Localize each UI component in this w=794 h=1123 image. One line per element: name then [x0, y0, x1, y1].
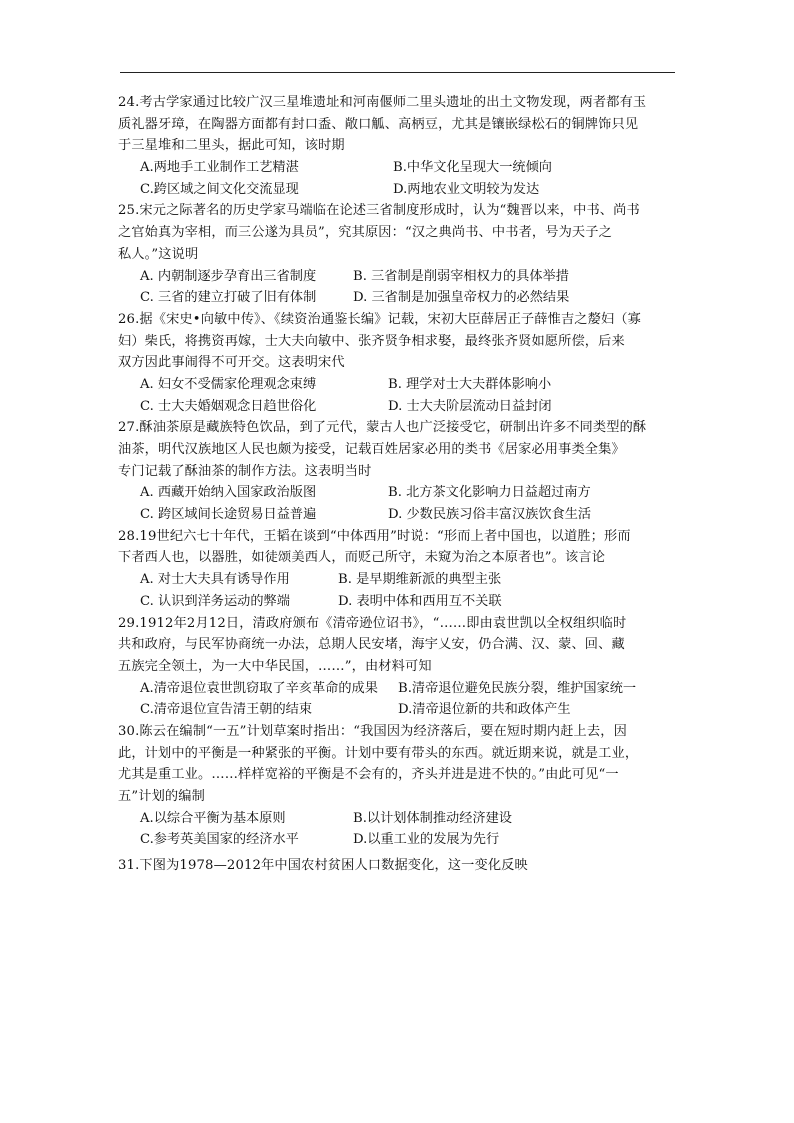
question-text-line: 24.考古学家通过比较广汉三星堆遗址和河南偃师二里头遗址的出土文物发现，两者都有玉: [118, 95, 647, 110]
options-row: [118, 374, 678, 396]
question-text-line: 下者西人也，以器胜，如徒颂美西人，而贬己所守，未窥为治之本原者也”。该言论: [118, 550, 606, 566]
question-text-line: 31.下图为1978—2012年中国农村贫困人口数据变化，这一变化反映: [118, 858, 528, 874]
option-c[interactable]: C.参考英美国家的经济水平: [140, 832, 299, 848]
options-row: [118, 699, 678, 721]
question-text-line: 妇）柴氏，将携资再嫁，士大夫向敏中、张齐贤争相求娶，最终张齐贤如愿所偿，后来: [118, 333, 625, 349]
option-d[interactable]: D.两地农业文明较为发达: [393, 181, 540, 197]
question-29: [118, 613, 678, 721]
question-text-line: 27.酥油茶原是藏族特色饮品，到了元代，蒙古人也广泛接受它，研制出许多不同类型的酥: [118, 420, 647, 436]
question-text-line: 五”计划的编制: [118, 789, 205, 804]
question-25: [118, 200, 678, 308]
options-row: [118, 157, 678, 179]
question-26: [118, 309, 678, 417]
options-row: [118, 482, 678, 504]
option-d[interactable]: D.以重工业的发展为先行: [353, 832, 500, 848]
options-row: [118, 569, 678, 591]
question-text-line: 质礼器牙璋，在陶器方面都有封口盉、敞口觚、高柄豆，尤其是镶嵌绿松石的铜牌饰只见: [118, 116, 639, 132]
header-rule: [120, 72, 675, 73]
option-a[interactable]: A. 对士大夫具有诱导作用: [140, 572, 290, 588]
option-c[interactable]: C.清帝退位宣告清王朝的结束: [140, 702, 313, 718]
option-a[interactable]: A.两地手工业制作工艺精湛: [140, 160, 299, 176]
option-d[interactable]: D.清帝退位新的共和政体产生: [398, 702, 571, 718]
option-c[interactable]: C. 士大夫婚姻观念日趋世俗化: [140, 398, 317, 414]
question-text-line: 29.1912年2月12日，清政府颁布《清帝逊位诏书》，“……即由袁世凯以全权组织临时: [118, 615, 627, 631]
option-b[interactable]: B. 理学对士大夫群体影响小: [388, 376, 552, 392]
option-d[interactable]: D. 少数民族习俗丰富汉族饮食生活: [388, 507, 592, 523]
question-text-line: 私人。”这说明: [118, 246, 199, 262]
option-b[interactable]: B. 三省制是削弱宰相权力的具体举措: [353, 268, 569, 284]
options-row: [118, 829, 678, 851]
question-28: [118, 526, 678, 613]
options-row: [118, 808, 678, 830]
question-text-line: 双方因此事闹得不可开交。这表明宋代: [118, 355, 345, 371]
options-row: [118, 591, 678, 613]
option-b[interactable]: B. 是早期维新派的典型主张: [338, 572, 502, 588]
question-text-line: 26.据《宋史•向敏中传》、《续资治通鉴长编》记载，宋初大臣薛居正子薛惟吉之嫠妇（寡: [118, 311, 641, 327]
option-a[interactable]: A. 妇女不受儒家伦理观念束缚: [140, 376, 317, 392]
question-text-line: 于三星堆和二里头，据此可知，该时期: [118, 138, 345, 154]
option-d[interactable]: D. 三省制是加强皇帝权力的必然结果: [353, 290, 570, 306]
option-b[interactable]: B.中华文化呈现大一统倾向: [393, 160, 552, 176]
option-c[interactable]: C.跨区域之间文化交流显现: [140, 181, 299, 197]
option-a[interactable]: A. 内朝制逐步孕育出三省制度: [140, 268, 317, 284]
options-row: [118, 179, 678, 201]
option-a[interactable]: A. 西藏开始纳入国家政治版图: [140, 485, 317, 501]
options-row: [118, 266, 678, 288]
question-text-line: 30.陈云在编制“一五”计划草案时指出：“我国因为经济落后，要在短时期内赶上去，因: [118, 723, 627, 739]
question-27: [118, 417, 678, 525]
question-text-line: 专门记载了酥油茶的制作方法。这表明当时: [118, 463, 372, 479]
option-c[interactable]: C. 跨区域间长途贸易日益普遍: [140, 507, 317, 523]
options-row: [118, 396, 678, 418]
option-d[interactable]: D. 士大夫阶层流动日益封闭: [388, 398, 552, 414]
option-b[interactable]: B.清帝退位避免民族分裂，维护国家统一: [398, 680, 637, 696]
question-text-line: 之官始真为宰相，而三公遂为具员”，究其原因：“汉之典尚书、中书者，号为天子之: [118, 225, 612, 241]
question-text-line: 此，计划中的平衡是一种紧张的平衡。计划中要有带头的东西。就近期来说，就是工业，: [118, 745, 639, 761]
option-b[interactable]: B.以计划体制推动经济建设: [353, 810, 512, 826]
option-a[interactable]: A.清帝退位袁世凯窃取了辛亥革命的成果: [140, 680, 378, 696]
question-text-line: 共和政府，与民军协商统一办法，总期人民安堵，海宇乂安，仍合满、汉、蒙、回、藏: [118, 637, 625, 653]
option-c[interactable]: C. 认识到洋务运动的弊端: [140, 593, 290, 609]
question-text-line: 尤其是重工业。……样样宽裕的平衡是不会有的，齐头并进是进不快的。”由此可见“一: [118, 767, 619, 783]
question-text-line: 油茶，明代汉族地区人民也颇为接受，记载百姓居家必用的类书《居家必用事类全集》: [118, 442, 625, 457]
options-row: [118, 504, 678, 526]
exam-content: [118, 92, 678, 877]
options-row: [118, 287, 678, 309]
question-24: [118, 92, 678, 200]
option-b[interactable]: B. 北方茶文化影响力日益超过南方: [388, 485, 591, 501]
option-a[interactable]: A.以综合平衡为基本原则: [140, 810, 286, 826]
question-31: [118, 855, 678, 877]
question-text-line: 25.宋元之际著名的历史学家马端临在论述三省制度形成时，认为“魏晋以来，中书、尚书: [118, 203, 640, 219]
options-row: [118, 678, 678, 700]
question-text-line: 28.19世纪六七十年代，王韬在谈到“中体西用”时说：“形而上者中国也，以道胜；形而: [118, 528, 631, 544]
question-text-line: 五族完全领土，为一大中华民国，……”，由材料可知: [118, 658, 432, 674]
option-c[interactable]: C. 三省的建立打破了旧有体制: [140, 290, 317, 306]
question-30: [118, 721, 678, 851]
option-d[interactable]: D. 表明中体和西用互不关联: [338, 593, 502, 609]
